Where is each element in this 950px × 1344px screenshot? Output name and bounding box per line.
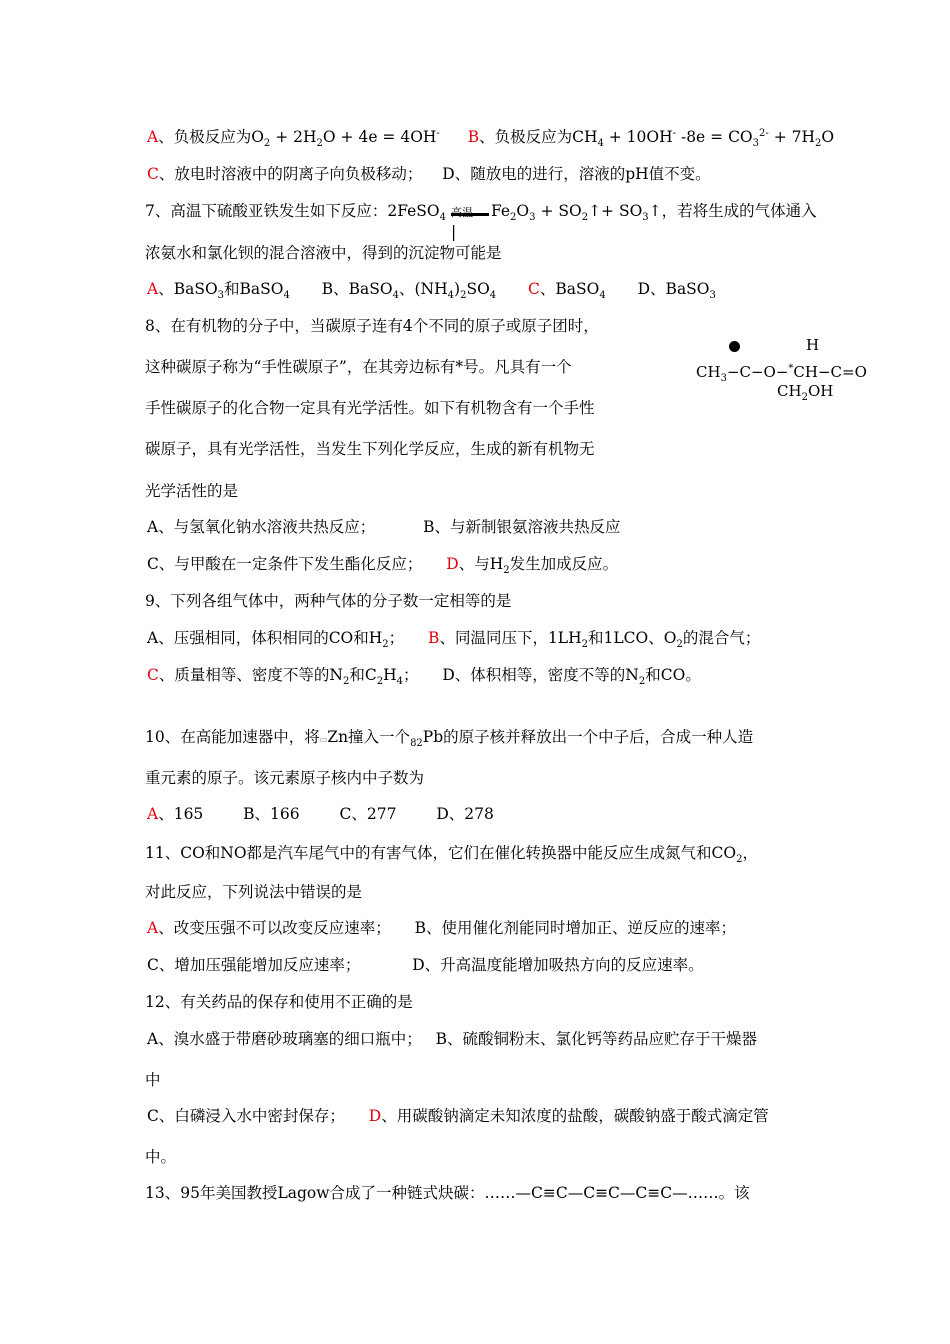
q8-options-cd: C、与甲酸在一定条件下发生酯化反应； D、与$H_2$发生加成反应。 xyxy=(147,555,619,577)
q11-options-cd: C、增加压强能增加反应速率； D、升高温度能增加吸热方向的反应速率。 xyxy=(147,956,704,974)
carbonyl-oxygen-icon xyxy=(729,336,740,354)
struct-top-h: H xyxy=(806,336,820,354)
q6-option-a-letter: A xyxy=(147,128,159,146)
q9-options-ab: A、压强相同，体积相同的CO和$H_2$； B、同温同压下，$1LH_2$和1LCO、$O_2$的混合气； xyxy=(147,629,761,651)
q13-stem: 13、95年美国教授Lagow合成了一种链式炔碳：……—C≡C—C≡C—C≡C—……。该 xyxy=(145,1184,750,1202)
zn-isotope-mark: ▭ xyxy=(319,735,328,744)
struct-main-chain: $CH_3-C-O-^*CH-C=O$ xyxy=(696,363,867,384)
q8-stem-4: 碳原子，具有光学活性，当发生下列化学反应，生成的新有机物无 xyxy=(145,440,595,458)
q12-options-ab: A、溴水盛于带磨砂玻璃塞的细口瓶中； B、硫酸铜粉末、氯化钙等药品应贮存于干燥器 xyxy=(147,1030,757,1048)
q6-option-b-letter: B xyxy=(467,128,480,146)
q8-stem-2: 这种碳原子称为“手性碳原子”，在其旁边标有*号。凡具有一个 xyxy=(145,358,572,376)
q6-option-c-letter: C xyxy=(147,165,159,183)
q12-option-b-cont: 中 xyxy=(145,1071,161,1089)
q12-options-cd: C、白磷浸入水中密封保存； D、用碳酸钠滴定未知浓度的盐酸，碳酸钠盛于酸式滴定管 xyxy=(147,1107,769,1125)
q6-option-d: D、随放电的进行，溶液的pH值不变。 xyxy=(442,165,711,183)
q6-options-cd: C、放电时溶液中的阴离子向负极移动； D、随放电的进行，溶液的pH值不变。 xyxy=(147,165,711,183)
q8-stem-1: 8、在有机物的分子中，当碳原子连有4个不同的原子或原子团时， xyxy=(145,317,599,335)
q11-stem: 11、CO和NO都是汽车尾气中的有害气体，它们在催化转换器中能反应生成氮气和$CO_2$， xyxy=(145,844,759,866)
q10-stem-2: 重元素的原子。该元素原子核内中子数为 xyxy=(145,769,425,787)
q8-options-ab: A、与氢氧化钠水溶液共热反应； B、与新制银氨溶液共热反应 xyxy=(147,518,621,536)
q7-stem: 7、高温下硫酸亚铁发生如下反应：2FeSO$_4$ | $Fe_2O_3$ + $SO_2↑+$ $SO_3↑$，若将生成的气体通入 xyxy=(145,202,817,241)
q9-options-cd: C、质量相等、密度不等的$N_2$和$C_2H_4$； D、体积相等，密度不等的$N_2$和CO。 xyxy=(147,666,701,688)
q7-options: A、BaSO$_3$和BaSO$_4$ B、BaSO$_4$、$(NH_4)_2SO_4$ C、BaSO$_4$ D、BaSO$_3$ xyxy=(147,280,716,302)
q10-options: A、165 B、166 C、277 D、278 xyxy=(147,805,494,823)
q8-stem-3: 手性碳原子的化合物一定具有光学活性。如下有机物含有一个手性 xyxy=(145,399,595,417)
q12-stem: 12、有关药品的保存和使用不正确的是 xyxy=(145,993,413,1011)
q8-stem-5: 光学活性的是 xyxy=(145,482,239,500)
q11-options-ab: A、改变压强不可以改变反应速率； B、使用催化剂能同时增加正、逆反应的速率； xyxy=(147,919,736,937)
q9-stem: 9、下列各组气体中，两种气体的分子数一定相等的是 xyxy=(145,592,512,610)
q7-stem-2: 浓氨水和氯化钡的混合溶液中，得到的沉淀物可能是 xyxy=(145,244,502,262)
q11-stem-2: 对此反应，下列说法中错误的是 xyxy=(145,883,363,901)
struct-bottom: $CH_2OH$ xyxy=(777,382,834,403)
q12-option-d-cont: 中。 xyxy=(145,1148,177,1166)
q10-stem: 10、在高能加速器中，将▭Zn撞入一个$_{82}$Pb的原子核并释放出一个中子后，合成一种人造 xyxy=(145,728,754,750)
q6-options-ab: A、负极反应为$O_2 + 2H_2O + 4e = 4OH^-$ B、负极反应为$CH_4 + 10OH^-$ $-8e = CO_3^{2-} + 7H_2O$ xyxy=(147,127,835,150)
